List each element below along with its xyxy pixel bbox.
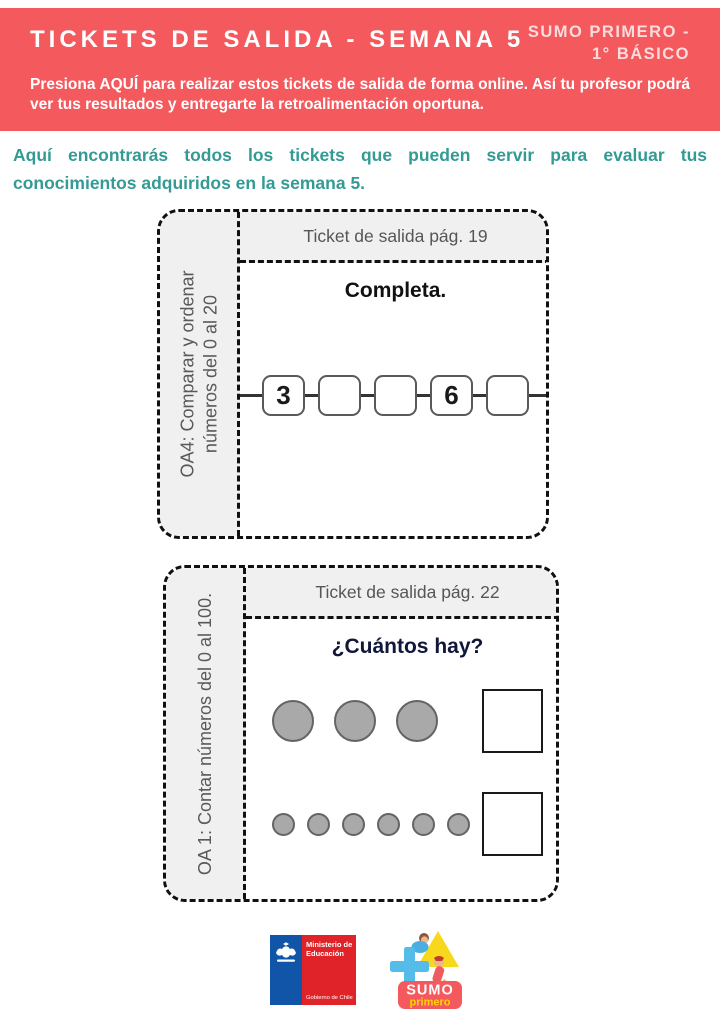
brand-line-2: 1° BÁSICO [591,45,690,64]
number-line-segment [305,394,318,397]
large-dots-group [272,700,458,742]
sumo-wordmark-line1: SUMO [406,982,454,999]
page-header [0,8,720,131]
online-banner [30,75,690,116]
ticket2-body [246,619,559,899]
sumo-primero-logo [388,926,470,1010]
counting-dot [377,813,400,836]
brand-line-1: SUMO PRIMERO - [527,23,690,41]
banner-prefix: Presiona [30,75,100,93]
brand-label [528,21,690,66]
number-line-segment [240,394,262,397]
counting-row-large [246,689,559,753]
chile-coat-of-arms-icon [274,941,298,965]
mineduc-logo [270,935,356,1005]
number-line-box: 6 [430,375,473,416]
ticket2-header: Ticket de salida pág. 22 [246,568,559,619]
ticket1-oa-sidebar [160,212,240,536]
page-title: TICKETS DE SALIDA - SEMANA 5 [30,26,525,53]
ticket1-oa-line2: números del 0 al 20 [199,294,220,454]
ticket2-oa-line1: OA 1: Contar números del 0 al 100. [194,592,215,875]
ticket-card-pag22 [163,565,559,902]
ticket2-prompt: ¿Cuántos hay? [331,635,484,658]
number-line-box[interactable] [486,375,529,416]
banner-suffix: para realizar estos tickets de salida de forma online. Así tu profesor podrá ver tus resultados y entregarte la retroalimentación oportuna. [30,75,690,113]
number-line-box[interactable] [374,375,417,416]
mineduc-logo-red-panel [302,935,356,1005]
ticket1-oa-line1: OA4: Comparar y ordenar [177,270,197,478]
number-line-segment [361,394,374,397]
ticket1-header: Ticket de salida pág. 19 [240,212,549,263]
number-line-segment [417,394,430,397]
counting-dot [342,813,365,836]
aqui-link[interactable]: AQUÍ [99,75,139,93]
ministry-name: Ministerio de Educación [306,940,353,959]
number-line [240,375,549,416]
counting-dot [272,813,295,836]
ticket2-oa-label [193,592,216,874]
number-line-box: 3 [262,375,305,416]
counting-row-small [246,792,559,856]
answer-box-large-row[interactable] [482,689,543,753]
ticket1-oa-label [176,270,221,477]
answer-box-small-row[interactable] [482,792,543,856]
sumo-wordmark-line2: primero [409,996,451,1009]
sumo-plus-icon [390,947,429,986]
ticket1-prompt: Completa. [344,279,447,302]
ticket2-oa-sidebar [166,568,246,899]
counting-dot [307,813,330,836]
intro-text: Aquí encontrarás todos los tickets que pueden servir para evaluar tus conocimientos adquiridos en la semana 5. [13,145,707,193]
mineduc-logo-blue-panel [270,935,302,1005]
counting-dot [447,813,470,836]
counting-dot [334,700,376,742]
ticket1-body [240,263,549,536]
counting-dot [412,813,435,836]
number-line-box[interactable] [318,375,361,416]
ticket-card-pag19 [157,209,549,539]
number-line-segment [529,394,549,397]
government-caption: Gobierno de Chile [306,995,353,1001]
small-dots-group [272,813,482,836]
counting-dot [272,700,314,742]
number-line-segment [473,394,486,397]
counting-dot [396,700,438,742]
